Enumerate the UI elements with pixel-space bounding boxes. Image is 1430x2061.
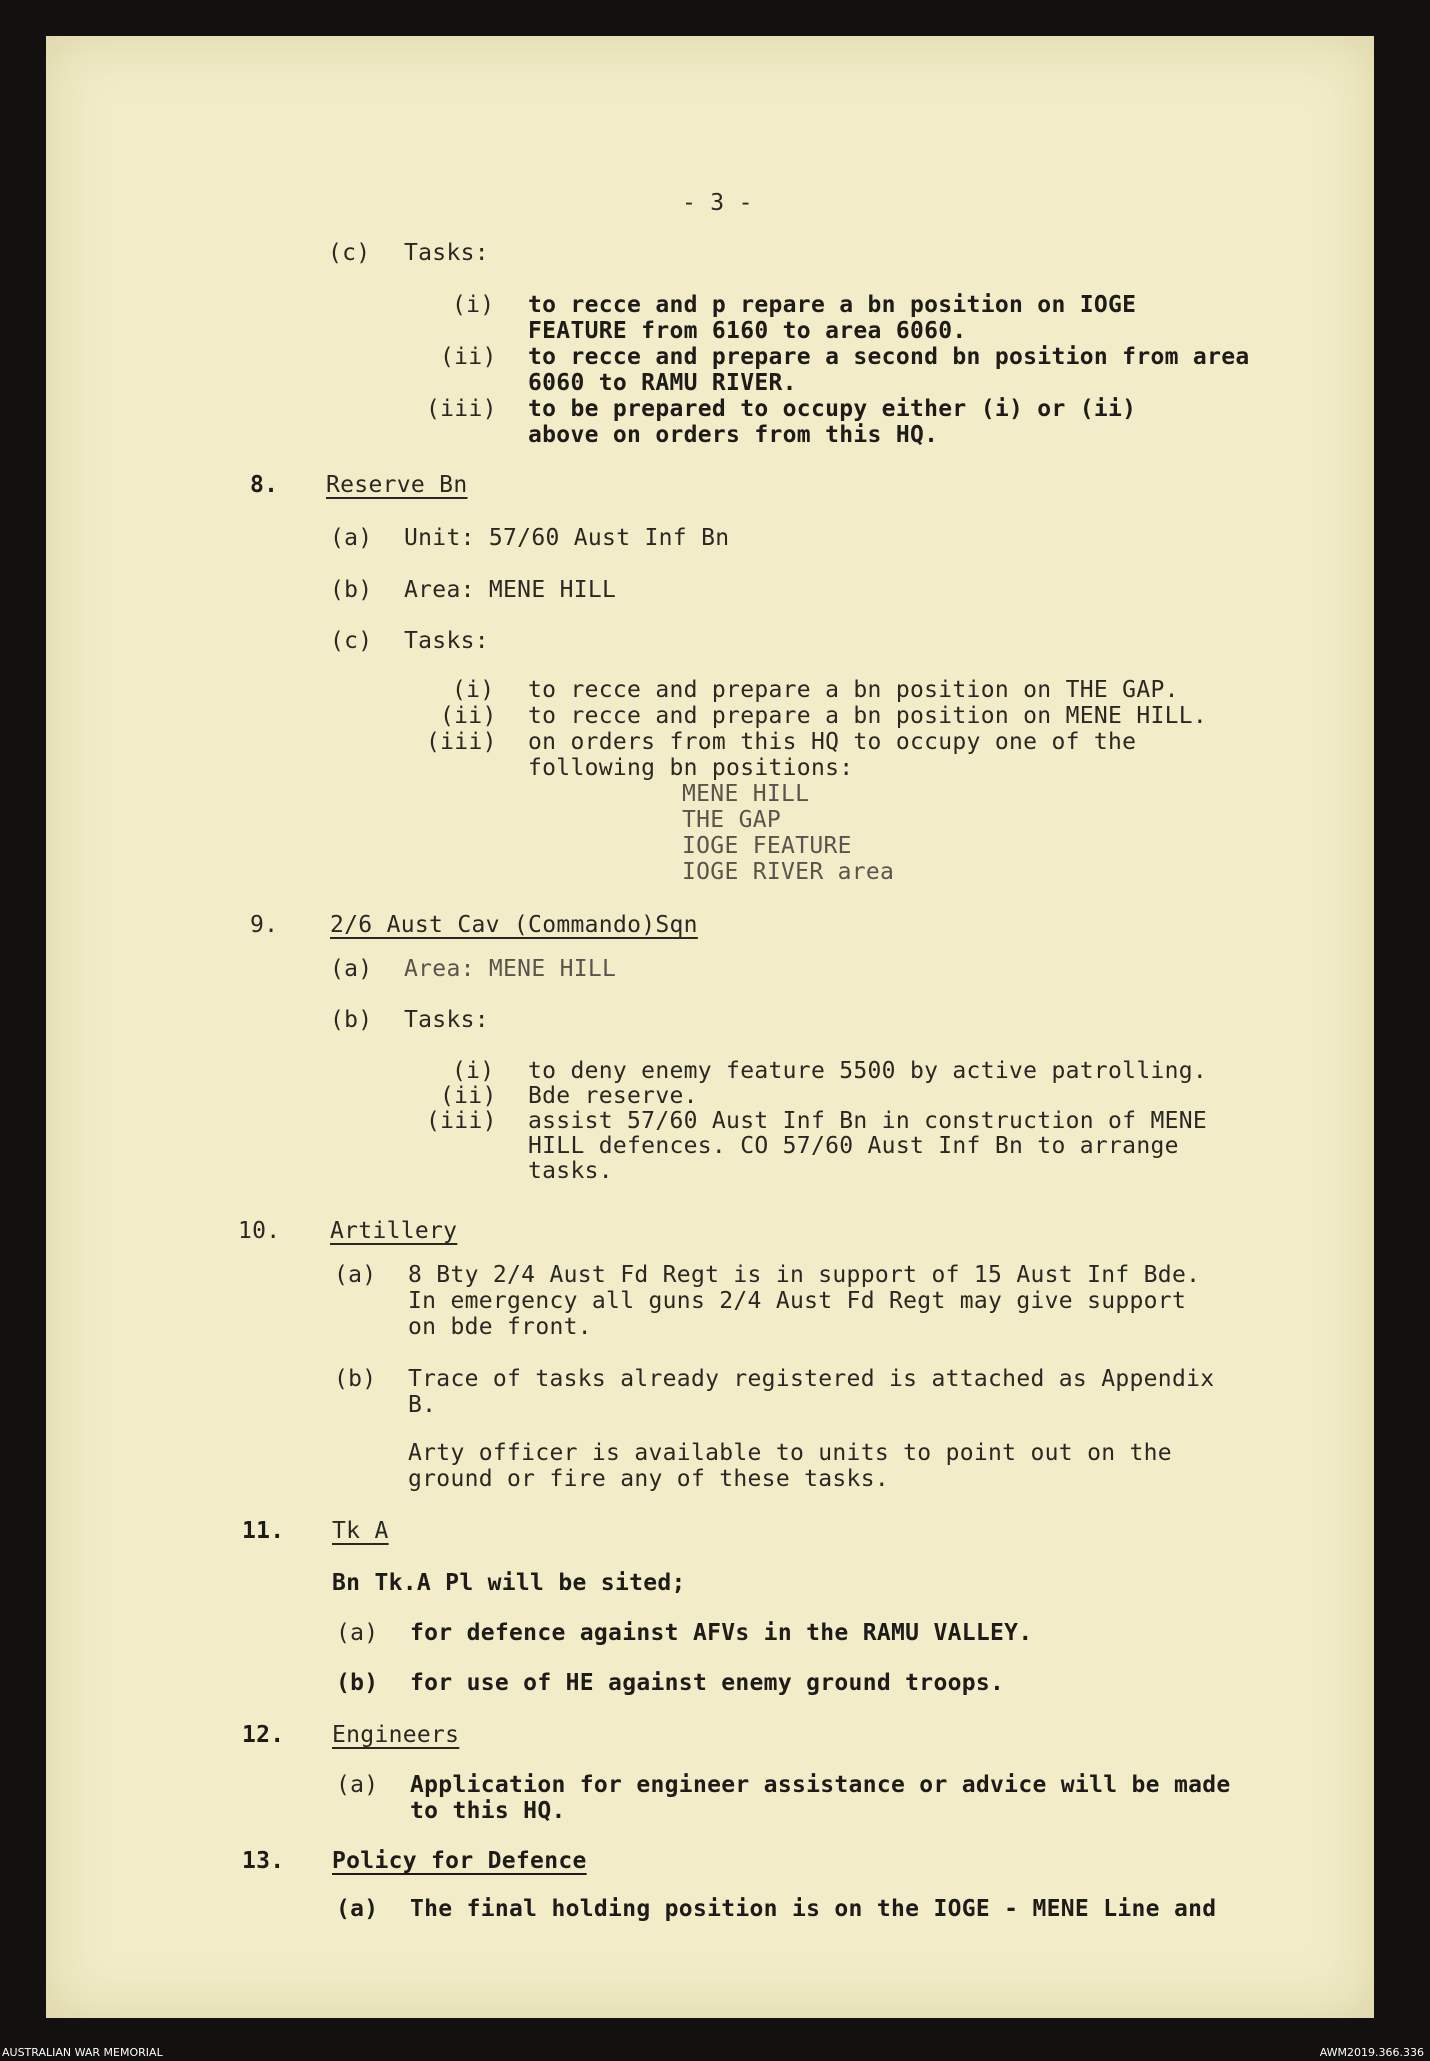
item-label: (b) [330,577,373,603]
item-text: for use of HE against enemy ground troops. [410,1670,1005,1696]
sub-text: FEATURE from 6160 to area 6060. [528,318,967,344]
item-label: (a) [336,1772,379,1798]
section-heading: Tk A [332,1518,389,1544]
item-text: B. [408,1392,437,1418]
sub-text: above on orders from this HQ. [528,422,939,448]
sub-label: (i) [452,677,495,703]
item-text: 8 Bty 2/4 Aust Fd Regt is in support of 15 Aust Inf Bde. [408,1262,1201,1288]
sub-label: (i) [452,292,495,318]
item-text: Area: MENE HILL [404,956,617,982]
sub-text: Bde reserve. [528,1083,698,1109]
page-number: - 3 - [682,190,753,216]
paragraph-text: ground or fire any of these tasks. [408,1466,890,1492]
sub-text: on orders from this HQ to occupy one of the [528,729,1137,755]
item-text: Unit: 57/60 Aust Inf Bn [404,525,730,551]
section-heading: Reserve Bn [326,472,468,498]
section-heading: Engineers [332,1722,460,1748]
item-text: Area: MENE HILL [404,577,617,603]
item-label: (c) [328,240,371,266]
item-text: The final holding position is on the IOGE - MENE Line and [410,1896,1217,1922]
position-item: MENE HILL [682,781,810,807]
position-item: IOGE RIVER area [682,859,895,885]
item-text: Tasks: [404,628,489,654]
sub-label: (ii) [440,703,497,729]
item-label: (a) [334,1262,377,1288]
item-label: (a) [336,1620,379,1646]
section-number: 12. [242,1722,285,1748]
position-item: THE GAP [682,807,782,833]
sub-text: to recce and prepare a second bn position from area [528,344,1250,370]
sub-text: tasks. [528,1158,613,1184]
item-label: (b) [334,1366,377,1392]
item-text: Tasks: [404,240,489,266]
item-label: (a) [336,1896,379,1922]
item-label: (c) [330,628,373,654]
paragraph-text: Bn Tk.A Pl will be sited; [332,1570,686,1596]
section-number: 13. [242,1848,285,1874]
sub-label: (iii) [426,1108,497,1134]
sub-text: HILL defences. CO 57/60 Aust Inf Bn to arrange [528,1133,1179,1159]
item-text: Tasks: [404,1007,489,1033]
sub-label: (iii) [426,396,497,422]
section-heading: Policy for Defence [332,1848,587,1874]
archive-footer-left: AUSTRALIAN WAR MEMORIAL [2,2046,163,2059]
sub-label: (iii) [426,729,497,755]
sub-text: to recce and prepare a bn position on THE GAP. [528,677,1179,703]
section-number: 8. [250,472,279,498]
item-text: to this HQ. [410,1798,566,1824]
sub-text: to recce and p repare a bn position on IOGE [528,292,1137,318]
section-heading: 2/6 Aust Cav (Commando)Sqn [330,912,698,938]
sub-text: following bn positions: [528,755,854,781]
item-text: for defence against AFVs in the RAMU VALLEY. [410,1620,1033,1646]
item-label: (b) [336,1670,379,1696]
item-text: Trace of tasks already registered is attached as Appendix [408,1366,1215,1392]
archive-footer-right: AWM2019.366.336 [1319,2046,1424,2059]
sub-text: assist 57/60 Aust Inf Bn in construction of MENE [528,1108,1208,1134]
sub-label: (i) [452,1058,495,1084]
section-number: 10. [238,1218,281,1244]
section-number: 11. [242,1518,285,1544]
item-text: Application for engineer assistance or advice will be made [410,1772,1231,1798]
item-label: (a) [330,956,373,982]
item-label: (a) [330,525,373,551]
section-number: 9. [250,912,279,938]
item-text: on bde front. [408,1314,592,1340]
section-heading: Artillery [330,1218,458,1244]
sub-text: to be prepared to occupy either (i) or (ii) [528,396,1137,422]
sub-text: to deny enemy feature 5500 by active patrolling. [528,1058,1208,1084]
item-label: (b) [330,1007,373,1033]
sub-text: to recce and prepare a bn position on MENE HILL. [528,703,1208,729]
item-text: In emergency all guns 2/4 Aust Fd Regt may give support [408,1288,1187,1314]
sub-label: (ii) [440,1083,497,1109]
paragraph-text: Arty officer is available to units to point out on the [408,1440,1172,1466]
sub-label: (ii) [440,344,497,370]
position-item: IOGE FEATURE [682,833,852,859]
sub-text: 6060 to RAMU RIVER. [528,370,797,396]
